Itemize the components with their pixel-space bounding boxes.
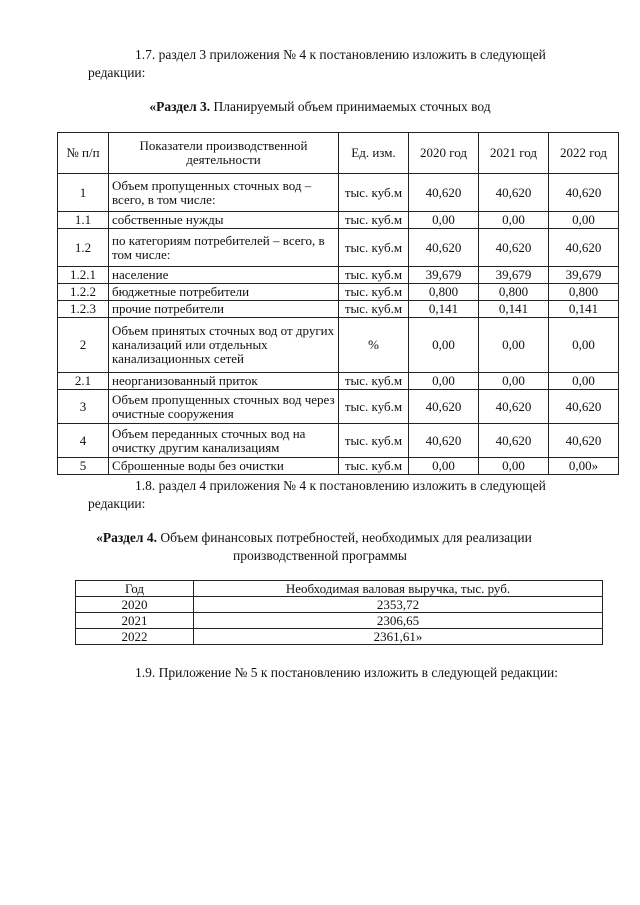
cell-name: Объем переданных сточных вод на очистку другим канализациям <box>109 424 339 458</box>
cell-num: 4 <box>58 424 109 458</box>
section-4-title-text: Объем финансовых потребностей, необходимых для реализации <box>156 530 532 545</box>
cell-num: 1.1 <box>58 212 109 229</box>
section-3-prefix: «Раздел 3. <box>149 99 211 114</box>
cell-num: 1.2.3 <box>58 301 109 318</box>
cell-unit: тыс. куб.м <box>339 458 409 475</box>
cell-v2020: 40,620 <box>409 390 479 424</box>
header-2021: 2021 год <box>479 133 549 174</box>
cell-v2022: 39,679 <box>549 267 619 284</box>
paragraph-1-9: 1.9. Приложение № 5 к постановлению изложить в следующей редакции: <box>135 665 559 680</box>
table-row <box>58 284 619 301</box>
cell-v2020: 0,00 <box>409 458 479 475</box>
section-4-table <box>75 580 603 645</box>
cell-v2021: 40,620 <box>479 229 549 267</box>
cell-name: Объем принятых сточных вод от других канализаций или отдельных канализационных сетей <box>109 318 339 373</box>
cell-name: по категориям потребителей – всего, в том числе: <box>109 229 339 267</box>
cell-unit: тыс. куб.м <box>339 424 409 458</box>
header-year: Год <box>76 581 194 597</box>
table-row <box>58 458 619 475</box>
paragraph-1-7-line-2: редакции: <box>88 65 146 80</box>
cell-name: бюджетные потребители <box>109 284 339 301</box>
cell-v2021: 0,00 <box>479 318 549 373</box>
section-3-table <box>57 132 619 475</box>
section-3-title-text: Планируемый объем принимаемых сточных вод <box>210 99 491 114</box>
table-row <box>58 229 619 267</box>
section-4-title-line-2: производственной программы <box>233 548 407 563</box>
cell-v2020: 0,800 <box>409 284 479 301</box>
cell-unit: % <box>339 318 409 373</box>
cell-v2022: 40,620 <box>549 390 619 424</box>
cell-year: 2021 <box>76 613 194 629</box>
cell-name: неорганизованный приток <box>109 373 339 390</box>
cell-v2021: 40,620 <box>479 424 549 458</box>
header-num: № п/п <box>58 133 109 174</box>
cell-num: 5 <box>58 458 109 475</box>
table-row <box>58 301 619 318</box>
cell-num: 1.2 <box>58 229 109 267</box>
table-row <box>58 424 619 458</box>
cell-name: Объем пропущенных сточных вод – всего, в том числе: <box>109 174 339 212</box>
cell-num: 1 <box>58 174 109 212</box>
table-row <box>58 373 619 390</box>
cell-v2022: 0,00 <box>549 318 619 373</box>
cell-v2020: 0,00 <box>409 212 479 229</box>
cell-unit: тыс. куб.м <box>339 229 409 267</box>
cell-v2022: 0,800 <box>549 284 619 301</box>
cell-unit: тыс. куб.м <box>339 267 409 284</box>
header-indicator: Показатели производственной деятельности <box>109 133 339 174</box>
cell-num: 2.1 <box>58 373 109 390</box>
header-revenue: Необходимая валовая выручка, тыс. руб. <box>194 581 603 597</box>
table-row <box>58 267 619 284</box>
paragraph-1-8-line-1: 1.8. раздел 4 приложения № 4 к постановлению изложить в следующей <box>135 478 546 493</box>
cell-unit: тыс. куб.м <box>339 373 409 390</box>
cell-value: 2306,65 <box>194 613 603 629</box>
header-unit: Ед. изм. <box>339 133 409 174</box>
cell-v2021: 0,00 <box>479 373 549 390</box>
cell-v2022: 40,620 <box>549 424 619 458</box>
section-4-prefix: «Раздел 4. <box>96 530 157 545</box>
table-row <box>58 174 619 212</box>
cell-unit: тыс. куб.м <box>339 212 409 229</box>
cell-num: 3 <box>58 390 109 424</box>
cell-num: 2 <box>58 318 109 373</box>
cell-value: 2353,72 <box>194 597 603 613</box>
cell-year: 2022 <box>76 629 194 645</box>
cell-unit: тыс. куб.м <box>339 174 409 212</box>
cell-name: прочие потребители <box>109 301 339 318</box>
cell-v2020: 40,620 <box>409 424 479 458</box>
cell-name: население <box>109 267 339 284</box>
cell-num: 1.2.2 <box>58 284 109 301</box>
cell-v2021: 0,00 <box>479 212 549 229</box>
section-3-title <box>0 98 640 116</box>
table-header-row <box>76 581 603 597</box>
cell-v2022: 40,620 <box>549 174 619 212</box>
cell-v2022: 0,00» <box>549 458 619 475</box>
cell-v2020: 40,620 <box>409 174 479 212</box>
cell-value: 2361,61» <box>194 629 603 645</box>
cell-v2020: 40,620 <box>409 229 479 267</box>
table-row <box>58 212 619 229</box>
cell-v2020: 0,141 <box>409 301 479 318</box>
cell-v2021: 39,679 <box>479 267 549 284</box>
header-2022: 2022 год <box>549 133 619 174</box>
cell-v2020: 39,679 <box>409 267 479 284</box>
table-row <box>76 597 603 613</box>
table-row <box>76 613 603 629</box>
cell-unit: тыс. куб.м <box>339 301 409 318</box>
cell-v2022: 0,00 <box>549 373 619 390</box>
cell-v2020: 0,00 <box>409 373 479 390</box>
paragraph-1-8-line-2: редакции: <box>88 496 146 511</box>
cell-unit: тыс. куб.м <box>339 284 409 301</box>
cell-name: Объем пропущенных сточных вод через очистные сооружения <box>109 390 339 424</box>
cell-name: Сброшенные воды без очистки <box>109 458 339 475</box>
cell-v2022: 40,620 <box>549 229 619 267</box>
cell-name: собственные нужды <box>109 212 339 229</box>
paragraph-1-7-line-1: 1.7. раздел 3 приложения № 4 к постановлению изложить в следующей <box>135 47 546 62</box>
table-row <box>58 318 619 373</box>
table-header-row <box>58 133 619 174</box>
cell-v2020: 0,00 <box>409 318 479 373</box>
cell-v2021: 40,620 <box>479 390 549 424</box>
section-4-title-line-1 <box>0 529 634 547</box>
cell-year: 2020 <box>76 597 194 613</box>
table-row <box>76 629 603 645</box>
cell-num: 1.2.1 <box>58 267 109 284</box>
cell-v2022: 0,141 <box>549 301 619 318</box>
header-2020: 2020 год <box>409 133 479 174</box>
cell-v2021: 40,620 <box>479 174 549 212</box>
cell-v2022: 0,00 <box>549 212 619 229</box>
cell-v2021: 0,800 <box>479 284 549 301</box>
cell-v2021: 0,00 <box>479 458 549 475</box>
table-row <box>58 390 619 424</box>
cell-v2021: 0,141 <box>479 301 549 318</box>
cell-unit: тыс. куб.м <box>339 390 409 424</box>
